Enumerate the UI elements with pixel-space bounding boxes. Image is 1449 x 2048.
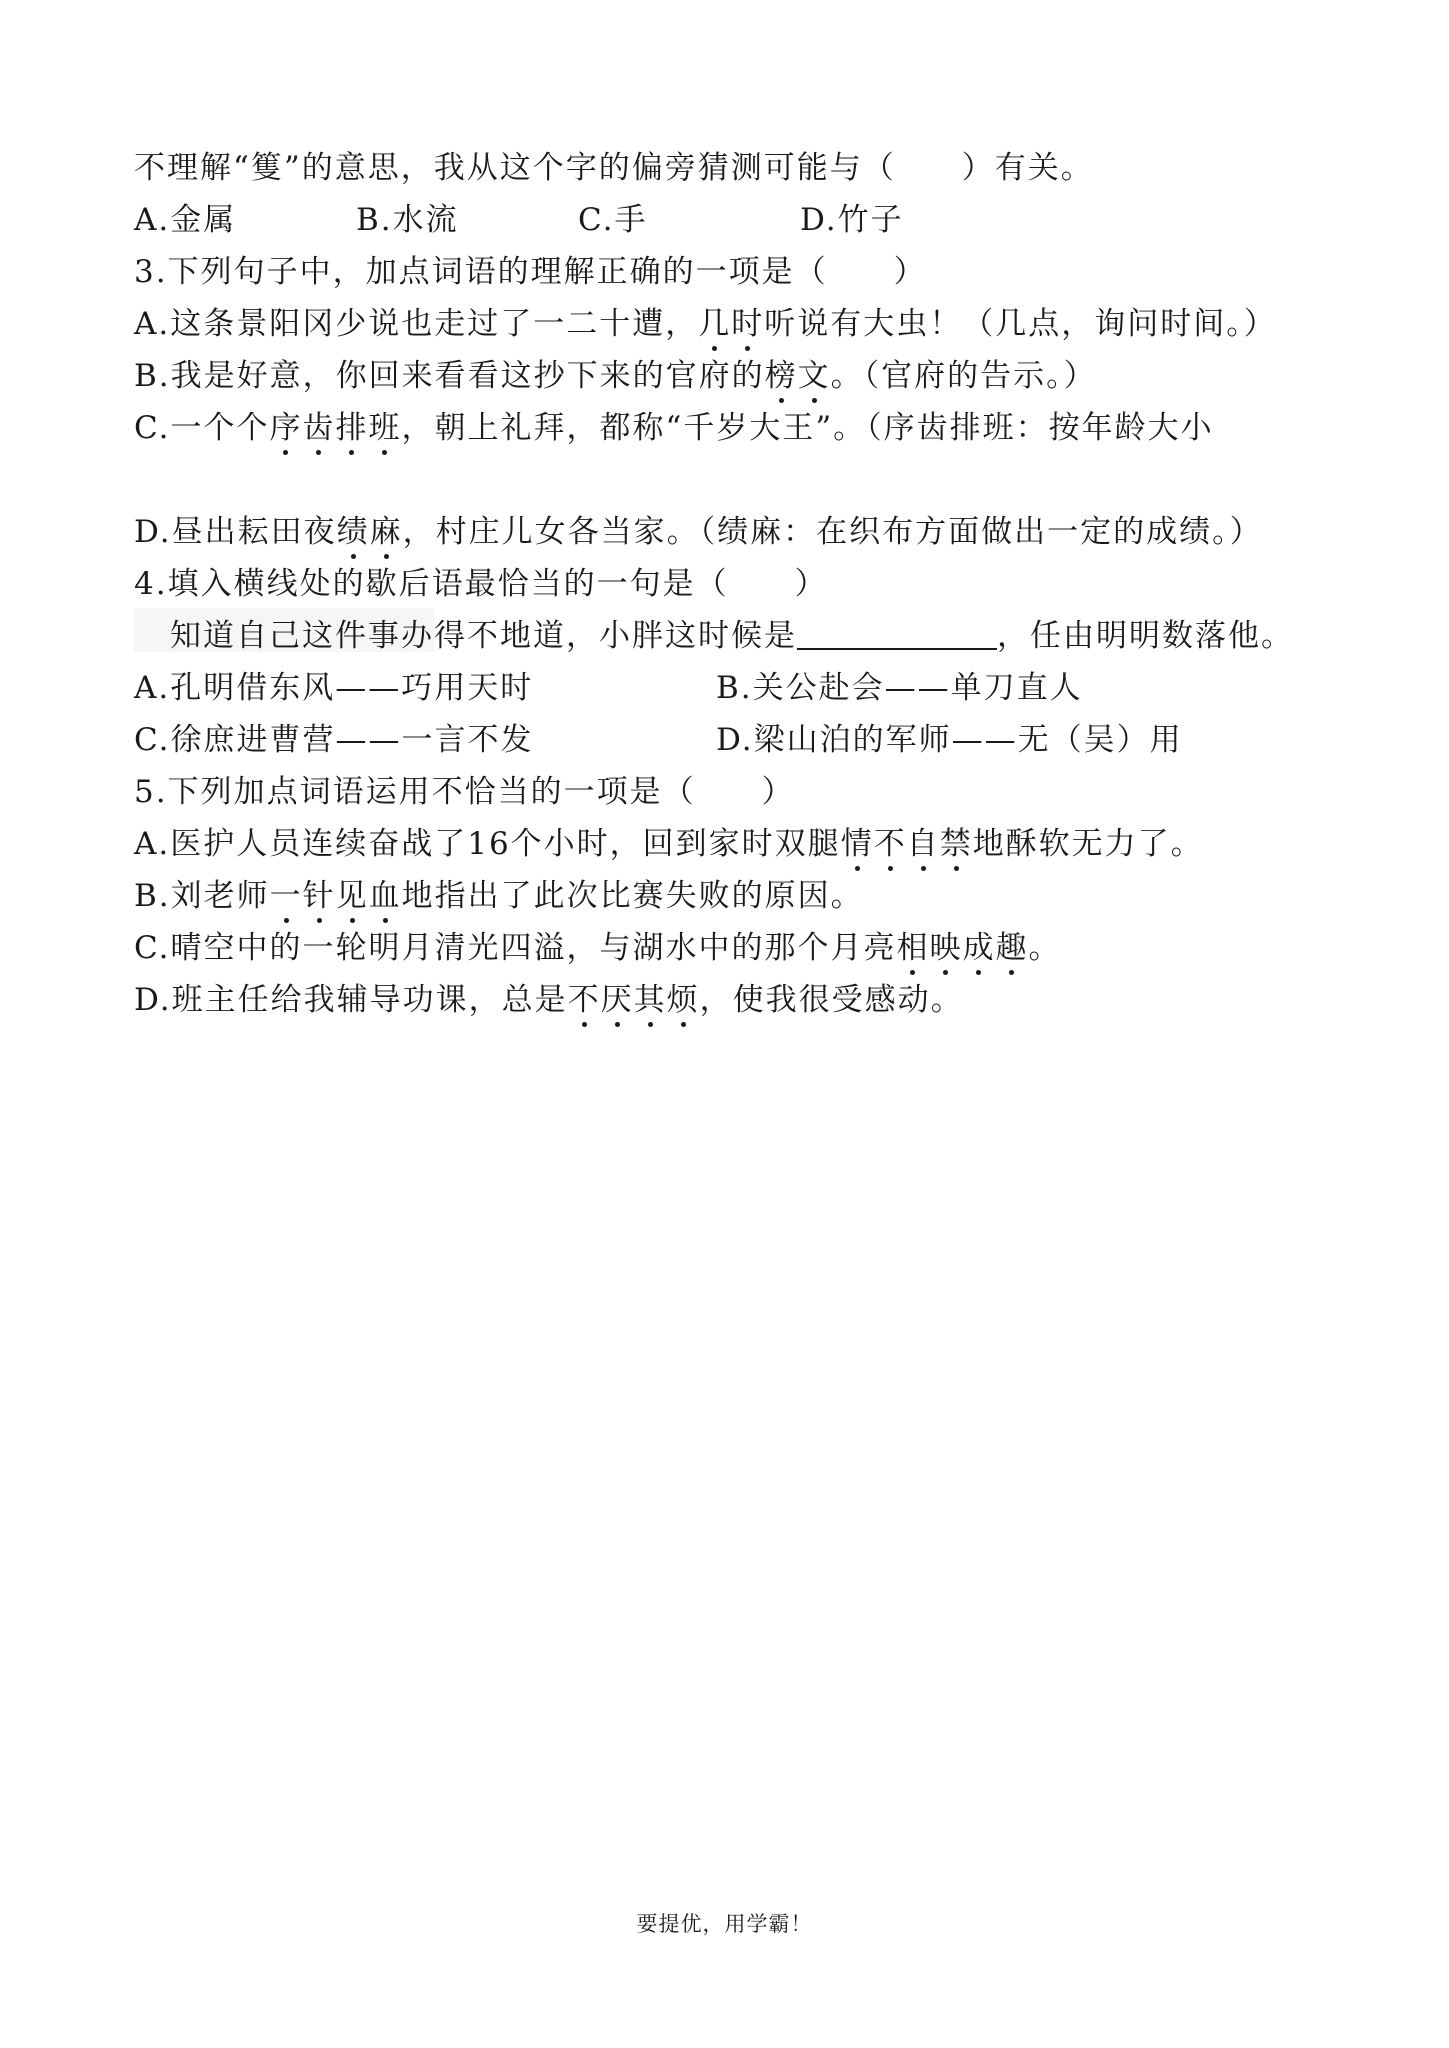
q5-a-pre: A.医护人员连续奋战了16个小时，回到家时双腿: [134, 826, 841, 862]
dotted-char: 班: [368, 410, 402, 446]
q5-b-pre: B.刘老师: [134, 878, 270, 914]
dotted-char: 自: [906, 826, 940, 862]
q3-b-pre: B.我是好意，你回来看看这抄下来的官府的: [134, 358, 765, 394]
dotted-char: 不: [567, 982, 601, 1018]
q5-option-d: [134, 980, 964, 1020]
q2-option-c: C.手: [578, 202, 648, 238]
dotted-char: 烦: [666, 982, 700, 1018]
dotted-char: 文: [797, 358, 831, 394]
fill-blank[interactable]: [797, 620, 997, 650]
q5-d-dotted: [568, 982, 700, 1018]
dotted-char: 麻: [369, 514, 403, 550]
q3-c-dotted: [269, 410, 401, 446]
q5-b-dotted: [270, 878, 402, 914]
q5-c-post: 。: [1028, 930, 1062, 966]
dotted-char: 血: [368, 878, 402, 914]
q5-option-a: [134, 824, 1204, 864]
dotted-char: 映: [929, 930, 963, 966]
q3-c-pre: C.一个个: [134, 410, 270, 446]
dotted-char: 几: [698, 306, 732, 342]
q5-c-pre: C.晴空中的一轮明月清光四溢，与湖水中的那个月亮: [134, 930, 897, 966]
q3-option-b: [134, 356, 1097, 396]
q3-d-pre: D.昼出耘田夜: [134, 514, 337, 550]
dotted-char: 不: [873, 826, 907, 862]
q5-stem: 5.下列加点词语运用不恰当的一项是（ ）: [134, 774, 795, 810]
q2-option-b: B.水流: [356, 202, 459, 238]
q5-d-post: ，使我很受感动。: [699, 982, 964, 1018]
dotted-char: 见: [335, 878, 369, 914]
dotted-char: 禁: [939, 826, 973, 862]
dotted-char: 绩: [336, 514, 370, 550]
dotted-char: 排: [335, 410, 369, 446]
dotted-char: 其: [633, 982, 667, 1018]
q5-b-post: 地指出了此次比赛失败的原因。: [401, 878, 864, 914]
dotted-char: 情: [840, 826, 874, 862]
q4-option-c: C.徐庶进曹营——一言不发: [134, 722, 534, 758]
q2-stem: 不理解“篗”的意思，我从这个字的偏旁猜测可能与（ ）有关。: [134, 150, 1094, 186]
q3-a-pre: A.这条景阳冈少说也走过了一二十遭，: [134, 306, 699, 342]
dotted-char: 成: [962, 930, 996, 966]
q2-option-d: D.竹子: [800, 202, 904, 238]
q4-option-a: A.孔明借东风——巧用天时: [134, 670, 534, 706]
footer-slogan: 要提优，用学霸！: [636, 1912, 813, 1936]
q3-c-post: ，朝上礼拜，都称“千岁大王”。（序齿排班：按年龄大小: [401, 410, 1214, 446]
q5-option-c: [134, 928, 1061, 968]
q4-stem: 4.填入横线处的歇后语最恰当的一句是（ ）: [134, 566, 828, 602]
q5-a-post: 地酥软无力了。: [972, 826, 1204, 862]
q4-sentence-post: ，任由明明数落他。: [997, 618, 1294, 654]
dotted-char: 榜: [764, 358, 798, 394]
q5-c-dotted: [896, 930, 1028, 966]
q2-options: [134, 200, 1022, 240]
q4-sentence-pre: 知道自己这件事办得不地道，小胖这时候是: [170, 618, 797, 654]
q5-option-b: [134, 876, 864, 916]
q4-sentence: [170, 616, 1294, 656]
q3-b-post: 。（官府的告示。）: [830, 358, 1097, 394]
dotted-char: 序: [269, 410, 303, 446]
q3-d-post: ，村庄儿女各当家。（绩麻：在织布方面做出一定的成绩。）: [402, 514, 1263, 550]
q3-option-c: [134, 408, 1214, 448]
dotted-char: 针: [302, 878, 336, 914]
dotted-char: 时: [731, 306, 765, 342]
q3-a-post: 听说有大虫！（几点，询问时间。）: [764, 306, 1277, 342]
q3-option-d: [134, 512, 1263, 552]
q3-option-a: [134, 304, 1277, 344]
q4-option-b: B.关公赴会——单刀直人: [716, 670, 1083, 706]
dotted-char: 相: [896, 930, 930, 966]
q5-a-dotted: [841, 826, 973, 862]
q3-b-dotted: [765, 358, 831, 394]
q3-a-dotted: [698, 306, 764, 342]
q3-stem: 3.下列句子中，加点词语的理解正确的一项是（ ）: [134, 254, 927, 290]
q4-option-d: D.梁山泊的军师——无（吴）用: [716, 722, 1183, 758]
q5-d-pre: D.班主任给我辅导功课，总是: [134, 982, 568, 1018]
dotted-char: 厌: [600, 982, 634, 1018]
q2-option-a: A.金属: [134, 202, 237, 238]
q3-d-dotted: [337, 514, 403, 550]
dotted-char: 齿: [302, 410, 336, 446]
dotted-char: 一: [269, 878, 303, 914]
dotted-char: 趣: [995, 930, 1029, 966]
